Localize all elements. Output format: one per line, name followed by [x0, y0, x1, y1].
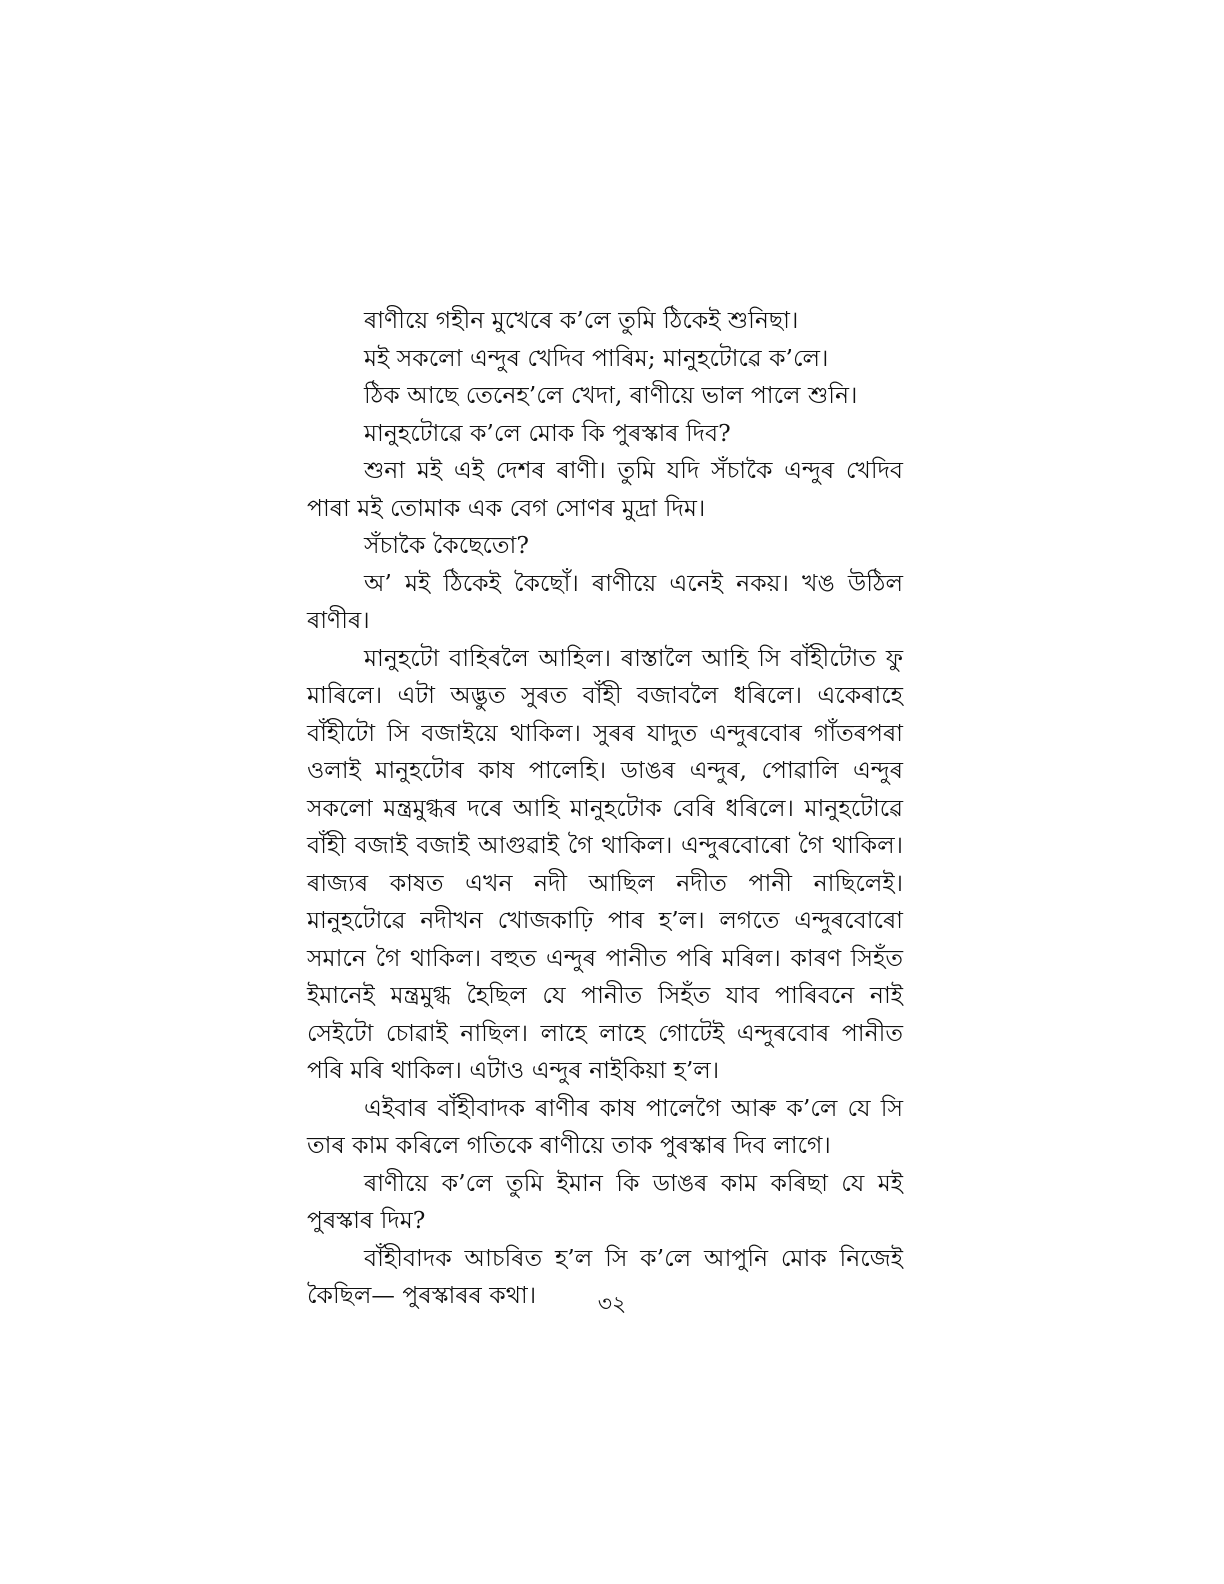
paragraph-man-asks-reward: মানুহটোৱে ক’লে মোক কি পুৰস্কাৰ দিব? [364, 418, 731, 447]
paragraph-queen-angry: অ’ মই ঠিকেই কৈছোঁ। ৰাণীয়ে এনেই নকয়। খঙ উঠিল ৰাণীৰ। [307, 568, 903, 634]
paragraph-piper-claims-reward: এইবাৰ বাঁহীবাদক ৰাণীৰ কাষ পালেগৈ আৰু ক’লে যে সি তাৰ কাম কৰিলে গতিকে ৰাণীয়ে তাক পুৰস্কাৰ দিব লাগে। [307, 1093, 903, 1159]
paragraph-queen-refuses: ৰাণীয়ে ক’লে তুমি ইমান কি ডাঙৰ কাম কৰিছা যে মই পুৰস্কাৰ দিম? [307, 1168, 903, 1234]
paragraph-queen-serious-reply: ৰাণীয়ে গহীন মুখেৰে ক’লে তুমি ঠিকেই শুনিছা। [364, 306, 799, 334]
paragraph-piper-surprised: বাঁহীবাদক আচৰিত হ’ল সি ক’লে আপুনি মোক নিজেই কৈছিল— পুৰস্কাৰৰ কথা। [307, 1243, 903, 1309]
paragraph-queen-promises-gold: শুনা মই এই দেশৰ ৰাণী। তুমি যদি সঁচাকৈ এন্দুৰ খেদিব পাৰা মই তোমাক এক বেগ সোণৰ মুদ্ৰা দিম। [307, 456, 903, 522]
paragraph-man-can-chase-rats: মই সকলো এন্দুৰ খেদিব পাৰিম; মানুহটোৱে ক’লে। [364, 343, 829, 372]
paragraph-truly-said: সঁচাকৈ কৈছেতো? [364, 531, 529, 559]
story-text-body [307, 302, 903, 1315]
paragraph-flute-lures-rats: মানুহটো বাহিৰলৈ আহিল। ৰাস্তালৈ আহি সি বাঁহীটোত ফু মাৰিলে। এটা অদ্ভুত সুৰত বাঁহী বজাবলৈ ধৰিলে। একেৰাহে বাঁহীটো সি বজাইয়ে থাকিল। সুৰৰ যাদুত এন্দুৰবোৰ গাঁতৰপৰা ওলাই মানুহটোৰ কাষ পালেহি। ডাঙৰ এন্দুৰ, পোৱালি এন্দুৰ সকলো মন্ত্ৰমুগ্ধৰ দৰে আহি মানুহটোক বেৰি ধৰিলে। মানুহটোৱে বাঁহী বজাই বজাই আগুৱাই গৈ থাকিল। এন্দুৰবোৰো গৈ থাকিল। ৰাজ্যৰ কাষত এখন নদী আছিল নদীত পানী নাছিলেই। মানুহটোৱে নদীখন খোজকাঢ়ি পাৰ হ’ল। লগতে এন্দুৰবোৰো সমানে গৈ থাকিল। বহুত এন্দুৰ পানীত পৰি মৰিল। কাৰণ সিহঁত ইমানেই মন্ত্ৰমুগ্ধ হৈছিল যে পানীত সিহঁত যাব পাৰিবনে নাই সেইটো চোৱাই নাছিল। লাহে লাহে গোটেই এন্দুৰবোৰ পানীত পৰি মৰি থাকিল। এটাও এন্দুৰ নাইকিয়া হ’ল। [307, 643, 903, 1084]
paragraph-queen-agrees: ঠিক আছে তেনেহ’লে খেদা, ৰাণীয়ে ভাল পালে শুনি। [364, 381, 858, 409]
page-number: ৩২ [597, 1292, 627, 1317]
